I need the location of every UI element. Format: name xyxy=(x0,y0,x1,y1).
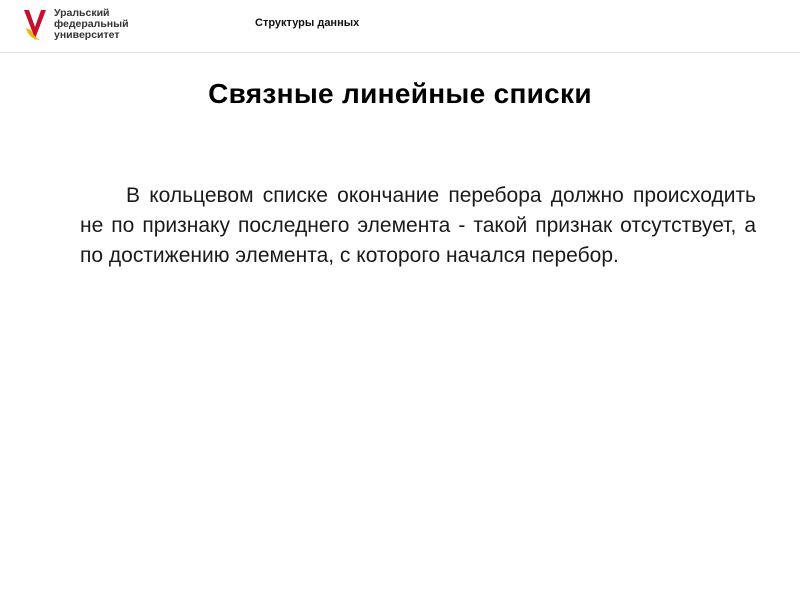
body-paragraph: В кольцевом списке окончание перебора должно происходить не по признаку последнего элемента - такой признак отсутствует, а по достижению элемента, с которого начался перебор. xyxy=(80,184,756,267)
slide-header xyxy=(0,0,800,52)
logo-line-2: федеральный xyxy=(54,18,129,30)
university-logo xyxy=(22,8,152,44)
section-title: Структуры данных xyxy=(255,17,360,29)
header-divider xyxy=(0,52,800,53)
page-title: Связные линейные списки xyxy=(208,78,592,109)
logo-wordmark xyxy=(54,8,154,41)
logo-line-3: университет xyxy=(54,29,120,41)
urfu-logo-icon xyxy=(22,8,48,42)
logo-line-1: Уральский xyxy=(54,7,110,19)
